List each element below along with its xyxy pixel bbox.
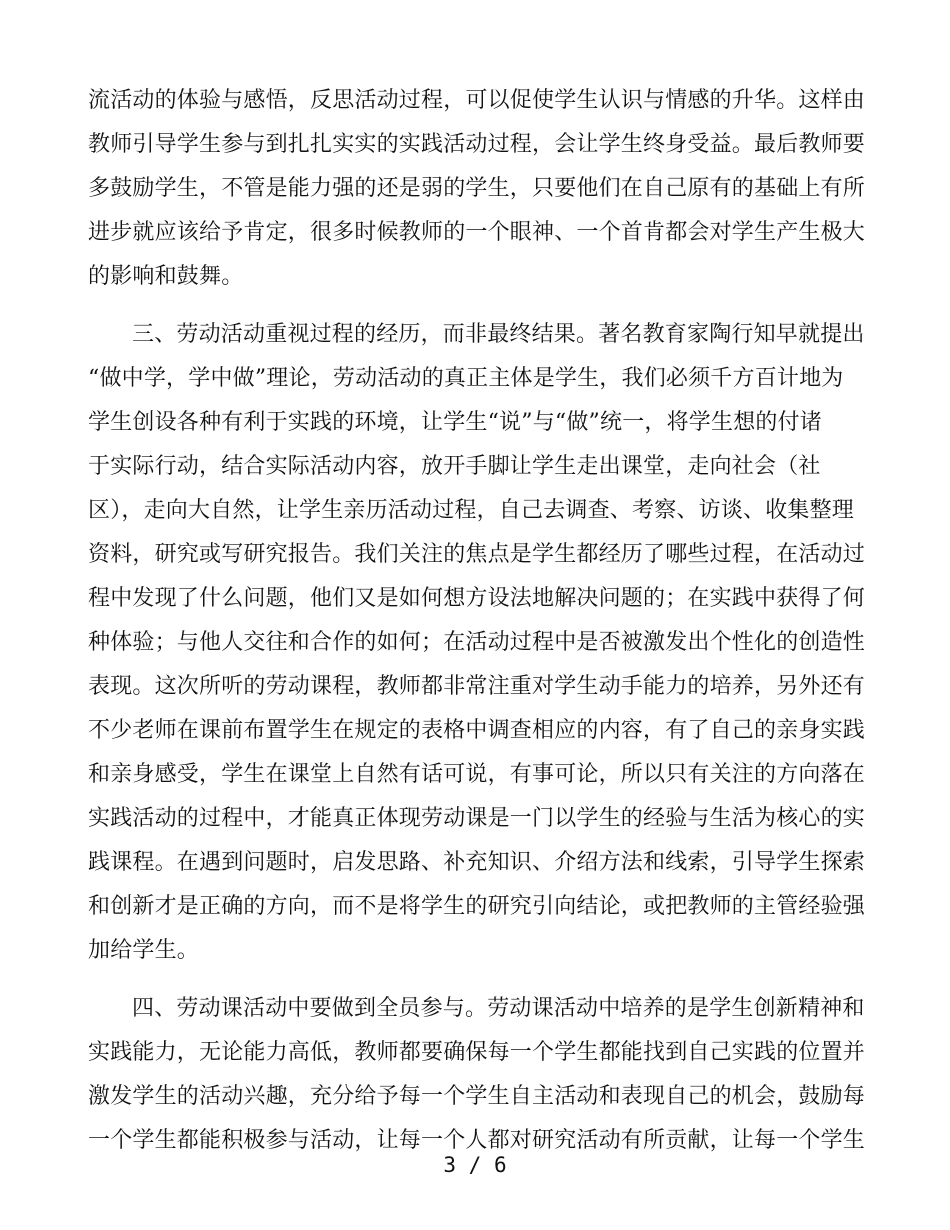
- paragraph-line: 资料，研究或写研究报告。我们关注的焦点是学生都经历了哪些过程，在活动过: [88, 542, 866, 567]
- paragraph-line: 加给学生。: [88, 938, 200, 963]
- paragraph-line: 区），走向大自然，让学生亲历活动过程，自己去调查、考察、访谈、收集整理: [88, 498, 855, 523]
- paragraph-line: 和亲身感受，学生在课堂上自然有话可说，有事可论，所以只有关注的方向落在: [88, 762, 866, 787]
- paragraph-line: 一个学生都能积极参与活动，让每一个人都对研究活动有所贡献，让每一个学生: [88, 1128, 866, 1153]
- paragraph-line: 践课程。在遇到问题时，启发思路、补充知识、介绍方法和线索，引导学生探索: [88, 850, 866, 875]
- paragraph-line: 程中发现了什么问题，他们又是如何想方设法地解决问题的；在实践中获得了何: [88, 586, 866, 611]
- paragraph-line: 三、劳动活动重视过程的经历，而非最终结果。著名教育家陶行知早就提出: [132, 322, 865, 347]
- paragraph-line: 于实际行动，结合实际活动内容，放开手脚让学生走出课堂，走向社会（社: [88, 454, 821, 479]
- paragraph-line: 四、劳动课活动中要做到全员参与。劳动课活动中培养的是学生创新精神和: [132, 996, 865, 1021]
- paragraph-line: “做中学，学中做”理论，劳动活动的真正主体是学生，我们必须千方百计地为: [88, 366, 844, 391]
- paragraph-line: 的影响和鼓舞。: [88, 264, 244, 289]
- paragraph-line: 学生创设各种有利于实践的环境，让学生“说”与“做”统一，将学生想的付诸: [88, 410, 822, 435]
- paragraph-line: 多鼓励学生，不管是能力强的还是弱的学生，只要他们在自己原有的基础上有所: [88, 176, 866, 201]
- paragraph-line: 进步就应该给予肯定，很多时候教师的一个眼神、一个首肯都会对学生产生极大: [88, 220, 866, 245]
- paragraph-line: 教师引导学生参与到扎扎实实的实践活动过程，会让学生终身受益。最后教师要: [88, 132, 866, 157]
- paragraph-line: 实践活动的过程中，才能真正体现劳动课是一门以学生的经验与生活为核心的实: [88, 806, 866, 831]
- paragraph-line: 表现。这次所听的劳动课程，教师都非常注重对学生动手能力的培养，另外还有: [88, 674, 866, 699]
- page-number: 3 / 6: [443, 1153, 507, 1177]
- paragraph-line: 激发学生的活动兴趣，充分给予每一个学生自主活动和表现自己的机会，鼓励每: [88, 1084, 866, 1109]
- paragraph-line: 种体验；与他人交往和合作的如何；在活动过程中是否被激发出个性化的创造性: [88, 630, 866, 655]
- paragraph-line: 流活动的体验与感悟，反思活动过程，可以促使学生认识与情感的升华。这样由: [88, 88, 866, 113]
- paragraph-line: 实践能力，无论能力高低，教师都要确保每一个学生都能找到自己实践的位置并: [88, 1040, 866, 1065]
- paragraph-line: 不少老师在课前布置学生在规定的表格中调查相应的内容，有了自己的亲身实践: [88, 718, 866, 743]
- paragraph-line: 和创新才是正确的方向，而不是将学生的研究引向结论，或把教师的主管经验强: [88, 894, 866, 919]
